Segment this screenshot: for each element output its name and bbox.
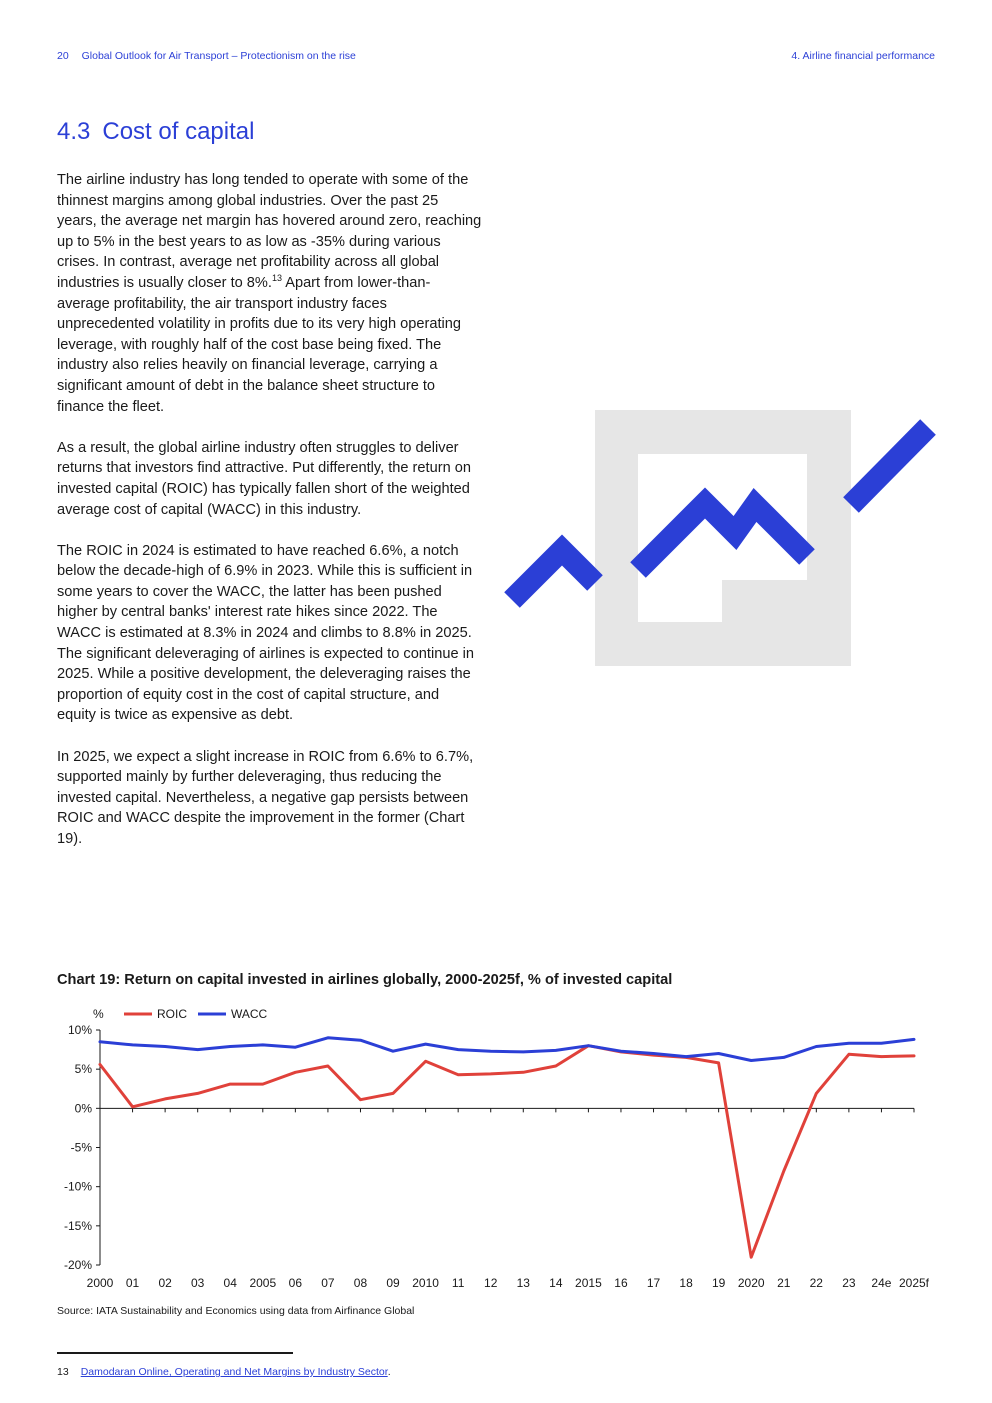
data-point-roic: [848, 1053, 850, 1055]
chart-source: Source: IATA Sustainability and Economics using data from Airfinance Global: [57, 1305, 415, 1317]
x-tick-label: 06: [288, 1276, 303, 1290]
data-point-wacc: [327, 1037, 329, 1039]
data-point-roic: [359, 1099, 361, 1101]
data-point-wacc: [750, 1059, 752, 1061]
paragraph-3: The ROIC in 2024 is estimated to have reached 6.6%, a notch below the decade-high of 6.9% in 2023. While this is sufficient in some years to cover the WACC, the latter has been pushed higher by central banks' interest rate hikes since 2022. The WACC is estimated at 8.3% in 2024 and climbs to 8.8% in 2025. The significant deleveraging of airlines is expected to continue in 2025. While a positive development, the deleveraging raises the proportion of equity cost in the cost of capital structure, and equity is twice as expensive as debt.: [57, 542, 474, 724]
data-point-wacc: [620, 1050, 622, 1052]
x-tick-label: 2015: [575, 1276, 602, 1290]
chart-title: Chart 19: Return on capital invested in airlines globally, 2000-2025f, % of invested capital: [57, 972, 673, 988]
decorative-chart-illustration: [500, 405, 940, 675]
x-tick-label: 09: [386, 1276, 400, 1290]
data-point-wacc: [555, 1049, 557, 1051]
footnote: [57, 1366, 391, 1378]
paragraph-4: In 2025, we expect a slight increase in ROIC from 6.6% to 6.7%, supported mainly by further deleveraging, thus reducing the invested capital. Nevertheless, a negative gap persists between ROIC and WACC despite the improvement in the former (Chart 19).: [57, 748, 474, 847]
data-point-wacc: [848, 1042, 850, 1044]
data-point-wacc: [457, 1048, 459, 1050]
data-point-wacc: [229, 1045, 231, 1047]
data-point-roic: [783, 1170, 785, 1172]
data-point-roic: [196, 1092, 198, 1094]
y-tick-label: -10%: [63, 1179, 92, 1194]
x-tick-label: 2000: [86, 1276, 114, 1290]
data-point-wacc: [913, 1038, 915, 1040]
footnote-trailing: .: [387, 1366, 391, 1378]
x-tick-label: 24e: [871, 1276, 892, 1290]
section-title: Cost of capital: [102, 118, 255, 145]
page-number: 20: [57, 50, 69, 62]
body-text: [57, 170, 482, 870]
x-tick-label: 01: [125, 1276, 140, 1290]
x-tick-label: 16: [614, 1276, 628, 1290]
chart-legend: [124, 1007, 268, 1021]
x-tick-label: 13: [516, 1276, 530, 1290]
data-point-roic: [131, 1106, 133, 1108]
x-tick-label: 17: [646, 1276, 661, 1290]
x-tick-label: 18: [679, 1276, 693, 1290]
document-title: Global Outlook for Air Transport – Protectionism on the rise: [81, 50, 356, 62]
illustration-grey-notch: [722, 580, 807, 622]
x-tick-label: 02: [158, 1276, 172, 1290]
data-point-wacc: [294, 1046, 296, 1048]
x-tick-label: 22: [809, 1276, 823, 1290]
data-point-wacc: [880, 1042, 882, 1044]
data-point-roic: [392, 1092, 394, 1094]
y-tick-label: -15%: [63, 1218, 92, 1233]
roic-wacc-line-chart: [57, 1003, 947, 1298]
chapter-title: 4. Airline financial performance: [791, 50, 935, 62]
y-tick-label: 5%: [74, 1062, 92, 1077]
x-tick-label: 12: [484, 1276, 498, 1290]
paragraph-1: [57, 170, 482, 417]
y-tick-label: 10%: [67, 1023, 92, 1037]
section-number: 4.3: [57, 118, 91, 145]
footnote-ref[interactable]: 13: [271, 273, 282, 284]
data-point-roic: [327, 1065, 329, 1067]
x-tick-label: 2020: [737, 1276, 765, 1290]
y-tick-label: -20%: [63, 1258, 92, 1272]
x-tick-label: 21: [777, 1276, 791, 1290]
x-tick-label: 2005: [249, 1276, 277, 1290]
page-header: [57, 50, 935, 66]
y-tick-label: 0%: [74, 1101, 92, 1116]
legend-label-wacc: WACC: [231, 1007, 268, 1021]
legend-label-roic: ROIC: [157, 1007, 187, 1021]
x-tick-label: 08: [353, 1276, 368, 1290]
section-heading: [57, 118, 254, 146]
x-tick-label: 23: [842, 1276, 856, 1290]
data-point-wacc: [522, 1051, 524, 1053]
data-point-roic: [99, 1063, 101, 1065]
data-point-roic: [262, 1083, 264, 1085]
data-point-roic: [229, 1083, 231, 1085]
paragraph-1-continuation: Apart from lower-than-average profitability, the air transport industry faces unprecedented volatility in profits due to its very high operating leverage, with roughly half of the cost base being fixed. The industry also relies heavily on financial leverage, carrying a significant amount of debt in the balance sheet structure to finance the fleet.: [57, 274, 462, 415]
data-point-roic: [294, 1071, 296, 1073]
data-point-roic: [555, 1065, 557, 1067]
data-point-wacc: [164, 1045, 166, 1047]
x-tick-label: 2025f: [898, 1276, 930, 1290]
x-tick-label: 14: [549, 1276, 563, 1290]
data-point-wacc: [99, 1041, 101, 1043]
data-point-roic: [490, 1073, 492, 1075]
data-point-roic: [457, 1073, 459, 1075]
y-tick-label: -5%: [70, 1140, 92, 1155]
x-tick-label: 03: [191, 1276, 205, 1290]
paragraph-2: As a result, the global airline industry often struggles to deliver returns that investors find attractive. Put differently, the return on invested capital (ROIC) has typically fallen short of the weighted average cost of capital (WACC) in this industry.: [57, 439, 471, 518]
data-point-roic: [717, 1062, 719, 1064]
data-point-roic: [750, 1256, 752, 1258]
data-point-roic: [522, 1071, 524, 1073]
x-tick-label: 2010: [412, 1276, 439, 1290]
series-line-wacc: [100, 1038, 914, 1061]
data-point-wacc: [815, 1045, 817, 1047]
data-point-wacc: [652, 1052, 654, 1054]
footnote-link[interactable]: Damodaran Online, Operating and Net Margins by Industry Sector: [80, 1366, 388, 1378]
x-tick-label: 04: [223, 1276, 237, 1290]
data-point-roic: [815, 1092, 817, 1094]
x-tick-label: 19: [711, 1276, 726, 1290]
series-line-roic: [100, 1046, 914, 1258]
footnote-number: 13: [57, 1366, 69, 1378]
data-point-roic: [880, 1055, 882, 1057]
x-tick-label: 11: [451, 1276, 465, 1290]
chart-series: [99, 1037, 915, 1259]
data-point-wacc: [717, 1052, 719, 1054]
data-point-wacc: [685, 1055, 687, 1057]
data-point-wacc: [490, 1050, 492, 1052]
data-point-wacc: [131, 1044, 133, 1046]
footnote-divider: [57, 1352, 293, 1354]
paragraph-1-text: The airline industry has long tended to operate with some of the thinnest margins among global industries. Over the past 25 years, the average net margin has hovered around zero, reaching up to 5% in the best years to as low as -35% during various crises. In contrast, average net profitability across all global industries is usually closer to 8%.: [57, 172, 482, 291]
data-point-roic: [164, 1098, 166, 1100]
y-axis-unit-label: %: [93, 1007, 104, 1021]
illustration-zigzag-line-outer: [851, 427, 928, 505]
data-point-wacc: [392, 1050, 394, 1052]
data-point-wacc: [359, 1039, 361, 1041]
illustration-zigzag-line: [512, 550, 595, 600]
x-tick-label: 07: [321, 1276, 335, 1290]
data-point-wacc: [262, 1044, 264, 1046]
header-left: [57, 50, 356, 62]
data-point-roic: [913, 1055, 915, 1057]
data-point-wacc: [587, 1044, 589, 1046]
data-point-roic: [424, 1060, 426, 1062]
data-point-wacc: [196, 1048, 198, 1050]
data-point-wacc: [783, 1056, 785, 1058]
data-point-wacc: [424, 1043, 426, 1045]
